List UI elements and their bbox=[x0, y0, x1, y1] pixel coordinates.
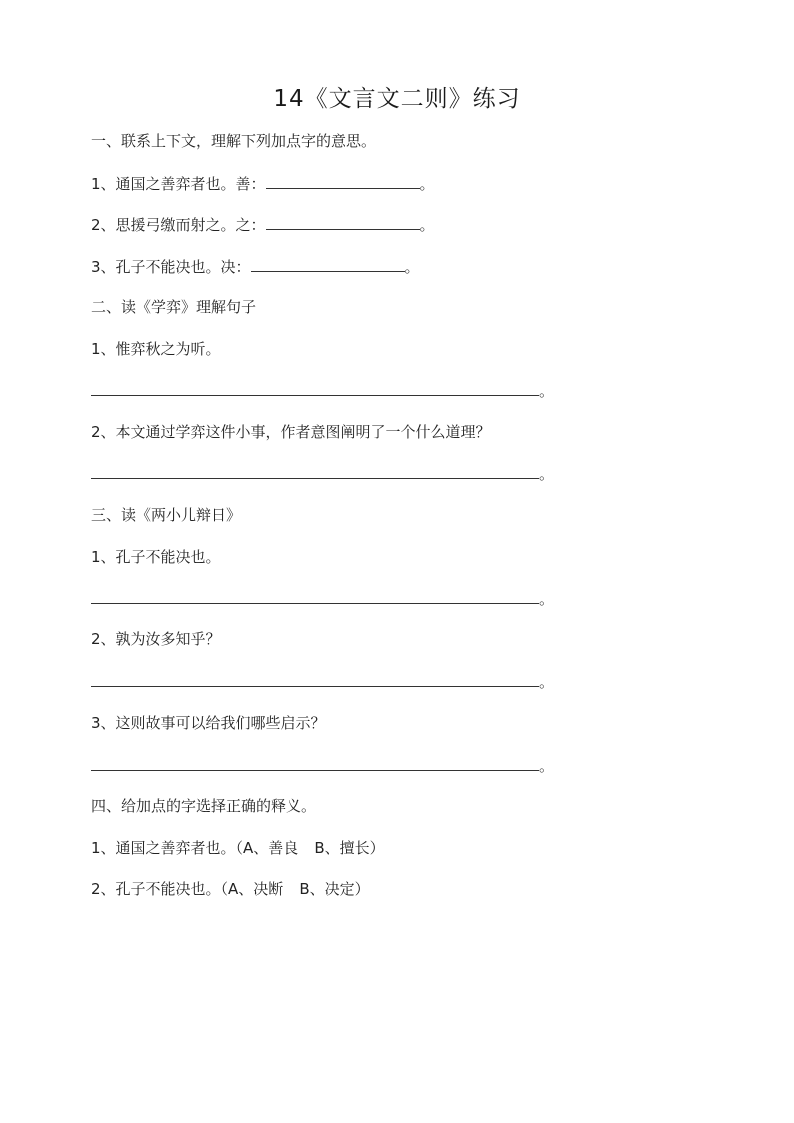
answer-row bbox=[91, 589, 554, 609]
question-text: 2、思援弓缴而射之。之： bbox=[91, 216, 266, 234]
section-1-question-1 bbox=[91, 173, 435, 194]
question-end: 。 bbox=[419, 175, 435, 193]
question-stem: 2、孔子不能决也。（ bbox=[91, 880, 229, 898]
fill-in-blank[interactable] bbox=[266, 173, 420, 189]
answer-end: 。 bbox=[539, 590, 555, 608]
answer-line[interactable] bbox=[91, 465, 539, 479]
answer-row bbox=[91, 672, 554, 692]
section-3-question-2: 2、孰为汝多知乎？ bbox=[91, 630, 221, 648]
section-3-question-3: 3、这则故事可以给我们哪些启示？ bbox=[91, 714, 326, 732]
section-2-heading: 二、读《学弈》理解句子 bbox=[91, 298, 257, 316]
fill-in-blank[interactable] bbox=[266, 214, 420, 230]
answer-row bbox=[91, 464, 554, 484]
answer-end: 。 bbox=[539, 757, 555, 775]
question-text: 1、通国之善弈者也。善： bbox=[91, 175, 266, 193]
section-1-question-3 bbox=[91, 256, 420, 277]
question-close: ） bbox=[369, 839, 385, 857]
answer-end: 。 bbox=[539, 673, 555, 691]
option-a[interactable]: A、善良 bbox=[243, 839, 299, 857]
page-title: 14《文言文二则》练习 bbox=[273, 86, 521, 112]
section-4-question-2 bbox=[91, 879, 370, 899]
section-3-question-1: 1、孔子不能决也。 bbox=[91, 548, 221, 566]
answer-row bbox=[91, 756, 554, 776]
question-end: 。 bbox=[404, 258, 420, 276]
option-b[interactable]: B、擅长 bbox=[314, 839, 370, 857]
answer-line[interactable] bbox=[91, 673, 539, 687]
answer-end: 。 bbox=[539, 465, 555, 483]
answer-line[interactable] bbox=[91, 590, 539, 604]
section-1-question-2 bbox=[91, 214, 435, 235]
answer-line[interactable] bbox=[91, 382, 539, 396]
answer-row bbox=[91, 381, 554, 401]
question-text: 3、孔子不能决也。决： bbox=[91, 258, 251, 276]
question-stem: 1、通国之善弈者也。（ bbox=[91, 839, 244, 857]
section-4-question-1 bbox=[91, 838, 385, 858]
option-a[interactable]: A、决断 bbox=[228, 880, 284, 898]
section-2-question-1: 1、惟弈秋之为听。 bbox=[91, 340, 221, 358]
section-2-question-2: 2、本文通过学弈这件小事，作者意图阐明了一个什么道理？ bbox=[91, 423, 491, 441]
option-b[interactable]: B、决定 bbox=[299, 880, 355, 898]
section-3-heading: 三、读《两小儿辩日》 bbox=[91, 506, 242, 524]
answer-end: 。 bbox=[539, 382, 555, 400]
question-close: ） bbox=[354, 880, 370, 898]
question-end: 。 bbox=[419, 216, 435, 234]
fill-in-blank[interactable] bbox=[251, 256, 405, 272]
section-4-heading: 四、给加点的字选择正确的释义。 bbox=[91, 797, 317, 815]
answer-line[interactable] bbox=[91, 757, 539, 771]
section-1-heading: 一、联系上下文，理解下列加点字的意思。 bbox=[91, 132, 377, 150]
